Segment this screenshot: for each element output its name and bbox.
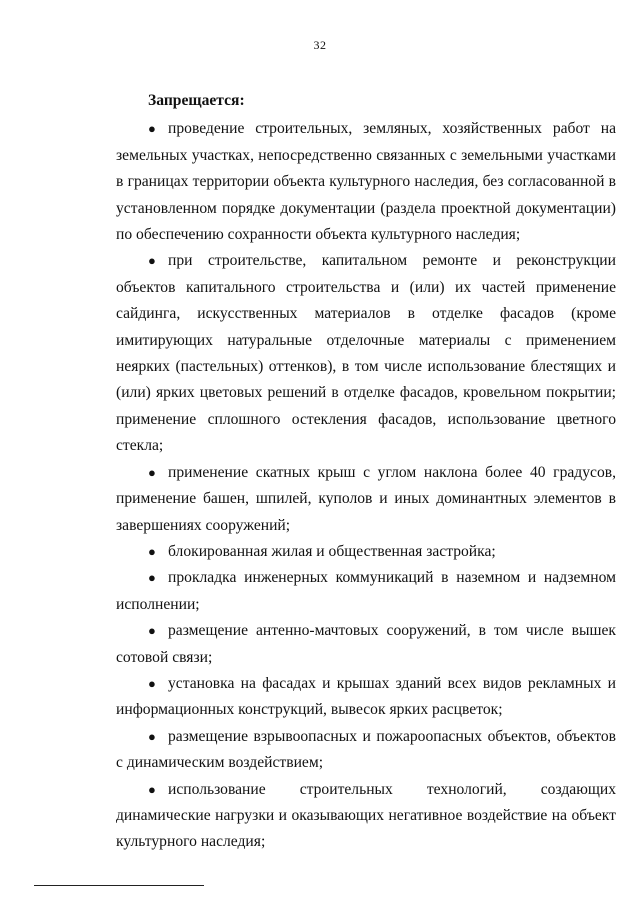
document-body [116,88,616,856]
bullet-icon: ● [148,781,156,797]
bullet-icon: ● [148,623,156,639]
bullet-icon: ● [148,253,156,269]
prohibition-item [116,724,616,777]
footer-divider [34,885,204,886]
prohibition-text: размещение антенно-мачтовых сооружений, в том числе вышек сотовой связи; [116,622,616,666]
prohibition-item [116,460,616,539]
prohibition-item [116,539,616,565]
prohibition-item [116,248,616,459]
prohibition-item [116,618,616,671]
prohibition-item [116,671,616,724]
prohibition-text: прокладка инженерных коммуникаций в наземном и надземном исполнении; [116,569,616,613]
prohibition-text: при строительстве, капитальном ремонте и реконструкции объектов капитального строительства и (или) их частей применение сайдинга, искусственных материалов в отделке фасадов (кроме имитирующих натуральные отделочные материалы с применением неярких (пастельных) оттенков), в том числе использование блестящих и (или) ярких цветовых решений в отделке фасадов, кровельном покрытии; применение сплошного остекления фасадов, использование цветного стекла; [116,252,616,455]
prohibition-text: применение скатных крыш с углом наклона более 40 градусов, применение башен, шпилей, куполов и иных доминантных элементов в завершениях сооружений; [116,463,616,534]
prohibition-item [116,777,616,856]
bullet-icon: ● [148,728,156,744]
page-number: 32 [313,38,327,52]
prohibition-text: проведение строительных, земляных, хозяйственных работ на земельных участках, непосредственно связанных с земельными участками в границах территории объекта культурного наследия, без согласованной в установленном порядке документации (раздела проектной документации) по обеспечению сохранности объекта культурного наследия; [116,120,616,244]
bullet-icon: ● [148,464,156,480]
bullet-icon: ● [148,543,156,559]
section-heading: Запрещается: [148,92,245,109]
bullet-icon: ● [148,121,156,137]
bullet-icon: ● [148,570,156,586]
bullet-icon: ● [148,675,156,691]
prohibition-text: блокированная жилая и общественная застройка; [168,542,496,560]
prohibition-item [116,565,616,618]
prohibition-text: установка на фасадах и крышах зданий всех видов рекламных и информационных конструкций, вывесок ярких расцветок; [116,674,616,719]
prohibition-text: использование строительных технологий, создающих динамические нагрузки и оказывающих негативное воздействие на объект культурного наследия; [116,780,616,851]
prohibition-text: размещение взрывоопасных и пожароопасных объектов, объектов с динамическим воздействием; [116,727,616,772]
prohibition-item [116,116,616,248]
